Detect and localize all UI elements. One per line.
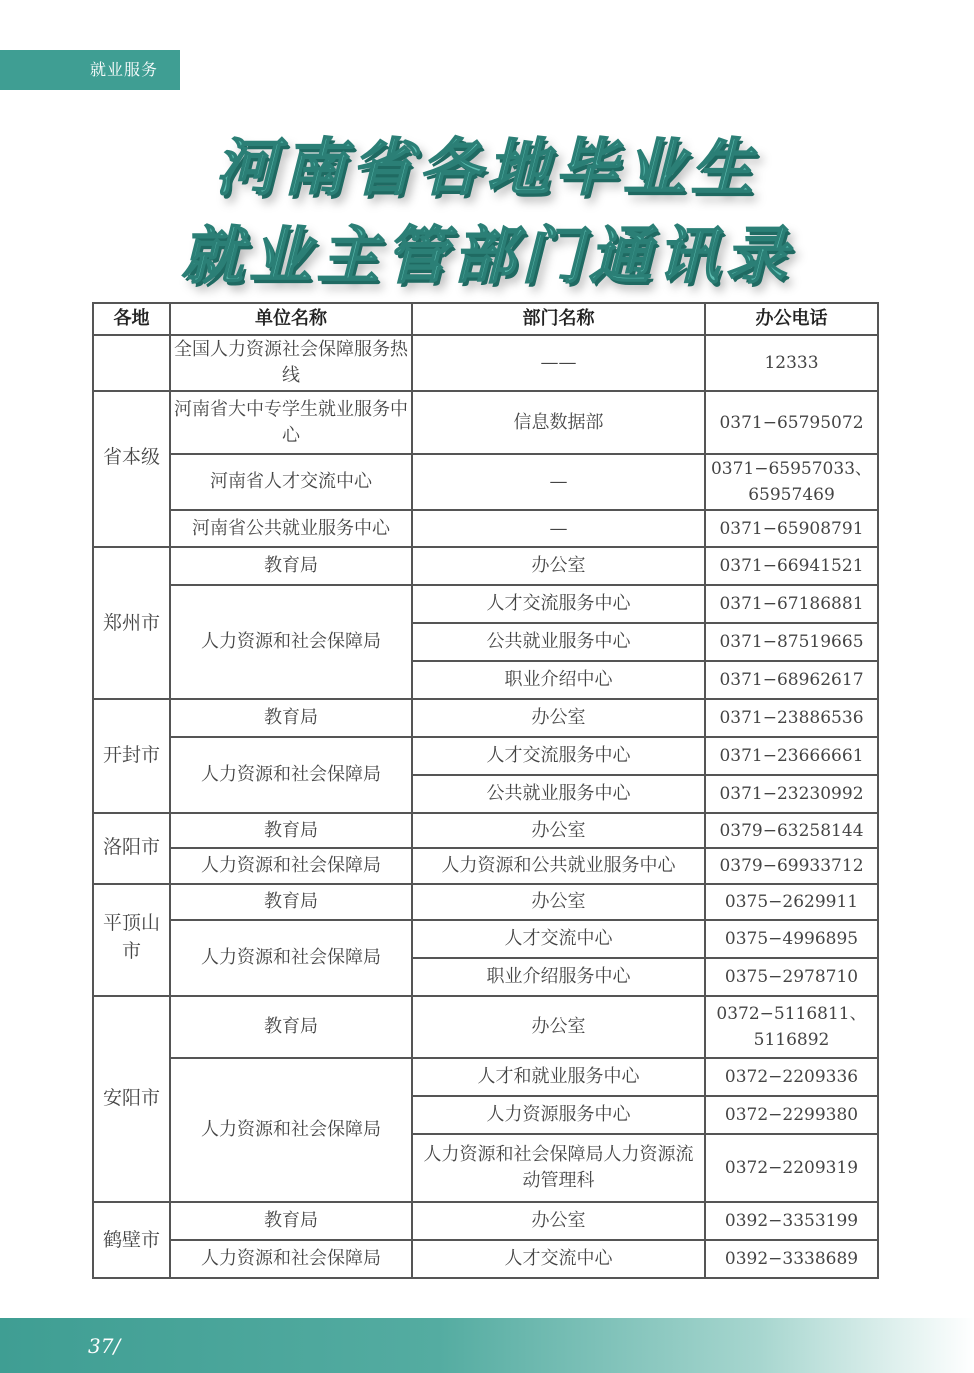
phone-cell: 0372−2209336 — [705, 1058, 878, 1096]
header-dept: 部门名称 — [412, 303, 705, 335]
phone-cell: 0392−3353199 — [705, 1202, 878, 1240]
unit-cell: 全国人力资源社会保障服务热线 — [170, 335, 412, 391]
phone-cell: 0372−2209319 — [705, 1134, 878, 1202]
unit-cell: 河南省人才交流中心 — [170, 454, 412, 510]
dept-cell: 办公室 — [412, 996, 705, 1058]
table-row — [93, 884, 878, 920]
footer-band — [0, 1318, 974, 1373]
dept-cell: 办公室 — [412, 884, 705, 920]
region-cell: 安阳市 — [93, 996, 170, 1202]
unit-cell: 人力资源和社会保障局 — [170, 920, 412, 996]
table-row — [93, 996, 878, 1058]
phone-cell: 12333 — [705, 335, 878, 391]
dept-cell: 人才交流中心 — [412, 1240, 705, 1278]
dept-cell: 办公室 — [412, 813, 705, 848]
region-cell-empty — [93, 335, 170, 391]
page-title-line-2: 就业主管部门通讯录 — [180, 219, 793, 292]
dept-cell: 人才交流服务中心 — [412, 585, 705, 623]
region-cell: 省本级 — [93, 391, 170, 547]
table-row — [93, 813, 878, 848]
region-cell: 郑州市 — [93, 547, 170, 699]
dept-cell: 职业介绍服务中心 — [412, 958, 705, 996]
dept-cell: 人力资源和公共就业服务中心 — [412, 848, 705, 884]
phone-cell: 0371−23230992 — [705, 775, 878, 813]
table-row — [93, 454, 878, 510]
phone-cell: 0372−5116811、5116892 — [705, 996, 878, 1058]
phone-cell: 0375−2629911 — [705, 884, 878, 920]
table-row — [93, 848, 878, 884]
table-row — [93, 1058, 878, 1096]
table-row — [93, 547, 878, 585]
dept-cell: 办公室 — [412, 1202, 705, 1240]
dept-cell: 人力资源服务中心 — [412, 1096, 705, 1134]
unit-cell: 教育局 — [170, 547, 412, 585]
unit-cell: 教育局 — [170, 813, 412, 848]
phone-cell: 0372−2299380 — [705, 1096, 878, 1134]
unit-cell: 河南省公共就业服务中心 — [170, 510, 412, 547]
unit-cell: 河南省大中专学生就业服务中心 — [170, 391, 412, 454]
table-row — [93, 920, 878, 958]
dept-cell: 办公室 — [412, 547, 705, 585]
region-cell: 洛阳市 — [93, 813, 170, 884]
unit-cell: 人力资源和社会保障局 — [170, 585, 412, 699]
table-row — [93, 1240, 878, 1278]
table-row — [93, 335, 878, 391]
dept-cell: 公共就业服务中心 — [412, 775, 705, 813]
phone-cell: 0371−65795072 — [705, 391, 878, 454]
phone-cell: 0371−68962617 — [705, 661, 878, 699]
section-tab: 就业服务 — [0, 50, 180, 90]
table-row — [93, 391, 878, 454]
table-row — [93, 699, 878, 737]
dept-cell: 人力资源和社会保障局人力资源流动管理科 — [412, 1134, 705, 1202]
unit-cell: 教育局 — [170, 699, 412, 737]
phone-cell: 0379−69933712 — [705, 848, 878, 884]
contact-directory-table — [92, 302, 879, 1279]
table-row — [93, 1202, 878, 1240]
phone-cell: 0371−87519665 — [705, 623, 878, 661]
table-header-row — [93, 303, 878, 335]
dept-cell: 人才交流服务中心 — [412, 737, 705, 775]
phone-cell: 0371−23886536 — [705, 699, 878, 737]
unit-cell: 教育局 — [170, 996, 412, 1058]
phone-cell: 0375−4996895 — [705, 920, 878, 958]
table-row — [93, 585, 878, 623]
header-unit: 单位名称 — [170, 303, 412, 335]
page-number: 37/ — [88, 1334, 121, 1358]
phone-cell: 0375−2978710 — [705, 958, 878, 996]
phone-cell: 0379−63258144 — [705, 813, 878, 848]
table-row — [93, 510, 878, 547]
header-region: 各地 — [93, 303, 170, 335]
phone-cell: 0371−65908791 — [705, 510, 878, 547]
phone-cell: 0371−23666661 — [705, 737, 878, 775]
dept-cell: 办公室 — [412, 699, 705, 737]
unit-cell: 人力资源和社会保障局 — [170, 1240, 412, 1278]
table-row — [93, 737, 878, 775]
dept-cell: —— — [412, 335, 705, 391]
dept-cell: 人才交流中心 — [412, 920, 705, 958]
unit-cell: 教育局 — [170, 884, 412, 920]
phone-cell: 0371−66941521 — [705, 547, 878, 585]
region-cell: 开封市 — [93, 699, 170, 813]
region-cell: 平顶山市 — [93, 884, 170, 996]
page-title-line-1: 河南省各地毕业生 — [214, 131, 759, 204]
region-cell: 鹤壁市 — [93, 1202, 170, 1278]
dept-cell: — — [412, 454, 705, 510]
dept-cell: 公共就业服务中心 — [412, 623, 705, 661]
phone-cell: 0371−65957033、65957469 — [705, 454, 878, 510]
unit-cell: 人力资源和社会保障局 — [170, 1058, 412, 1202]
phone-cell: 0392−3338689 — [705, 1240, 878, 1278]
unit-cell: 人力资源和社会保障局 — [170, 737, 412, 813]
dept-cell: 职业介绍中心 — [412, 661, 705, 699]
dept-cell: — — [412, 510, 705, 547]
header-phone: 办公电话 — [705, 303, 878, 335]
unit-cell: 教育局 — [170, 1202, 412, 1240]
unit-cell: 人力资源和社会保障局 — [170, 848, 412, 884]
dept-cell: 人才和就业服务中心 — [412, 1058, 705, 1096]
dept-cell: 信息数据部 — [412, 391, 705, 454]
phone-cell: 0371−67186881 — [705, 585, 878, 623]
